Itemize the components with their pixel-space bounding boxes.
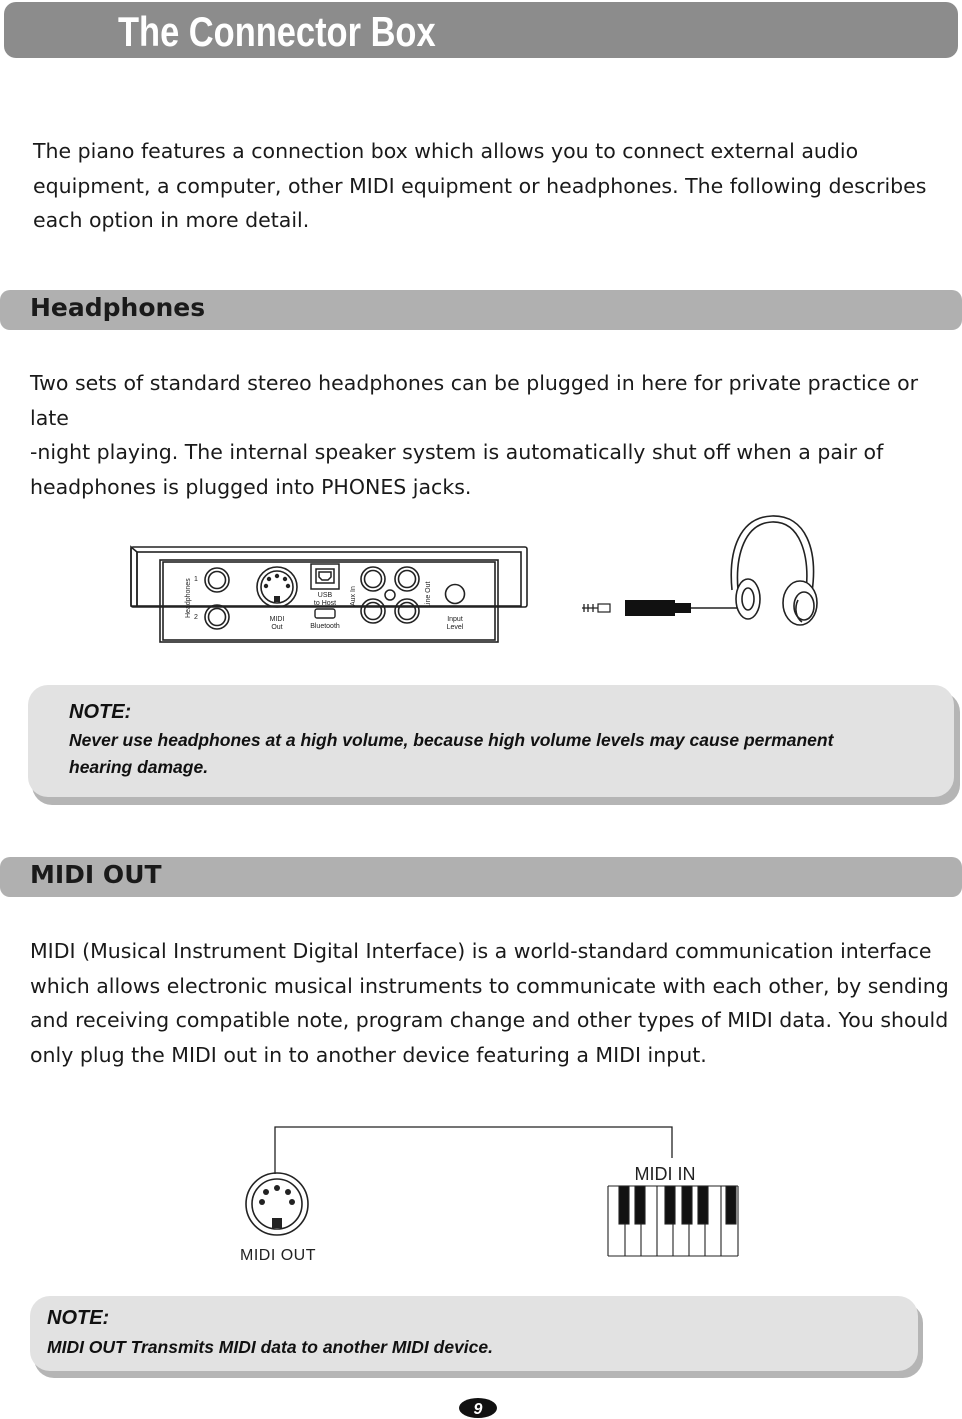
headphones-line: -night playing. The internal speaker system is automatically shut off when a pair of	[30, 440, 884, 465]
line-out-label: Line Out	[425, 581, 432, 608]
midi-cable-line	[275, 1127, 672, 1174]
intro-line: equipment, a computer, other MIDI equipment or headphones. The following describes	[33, 173, 927, 198]
jack-1-label: 1	[194, 576, 198, 583]
headphone-plug-icon	[582, 600, 740, 616]
midi-din-icon	[257, 567, 297, 607]
bluetooth-label: Bluetooth	[310, 623, 340, 630]
midi-in-caption: MIDI IN	[634, 1164, 696, 1184]
intro-line: each option in more detail.	[33, 208, 310, 233]
midi-connection-diagram	[0, 1110, 962, 1270]
midi-note	[30, 1296, 918, 1371]
usb-label-2: to Host	[313, 600, 337, 607]
midi-line: and receiving compatible note, program change and other types of MIDI data. You should	[30, 1008, 949, 1033]
intro-paragraph	[33, 134, 926, 238]
indicator-icon	[385, 590, 395, 600]
aux-in-jack-icon	[361, 599, 385, 623]
section-title-headphones: Headphones	[30, 293, 206, 322]
note-text	[69, 727, 833, 781]
midi-line: only plug the MIDI out in to another device featuring a MIDI input.	[30, 1043, 707, 1068]
section-header-headphones	[0, 290, 962, 330]
connector-panel-illustration	[0, 500, 962, 660]
line-out-jack-icon	[395, 567, 419, 591]
midi-line: MIDI (Musical Instrument Digital Interface) is a world-standard communication interface	[30, 939, 932, 963]
note-line: hearing damage.	[69, 757, 209, 777]
midi-out-caption: MIDI OUT	[240, 1247, 316, 1264]
note-title: NOTE:	[47, 1307, 110, 1329]
bluetooth-button-icon	[315, 609, 335, 618]
headphones-line: headphones is plugged into PHONES jacks.	[30, 475, 472, 500]
headphone-jack-icon	[205, 568, 229, 592]
midi-out-port-icon	[246, 1173, 308, 1235]
intro-line: The piano features a connection box which allows you to connect external audio	[33, 139, 859, 163]
input-level-knob-icon	[446, 585, 465, 604]
midi-out-label: MIDI	[269, 616, 285, 623]
headphones-label: Headphones	[185, 578, 192, 618]
midi-line: which allows electronic musical instruments to communicate with each other, by sending	[30, 973, 949, 998]
note-text: MIDI OUT Transmits MIDI data to another MIDI device.	[47, 1337, 493, 1357]
usb-label: USB	[317, 592, 333, 599]
jack-2-label: 2	[194, 614, 198, 621]
page-number-badge	[458, 1397, 498, 1419]
page-title: The Connector Box	[118, 8, 436, 55]
headphones-line: Two sets of standard stereo headphones can be plugged in here for private practice or late	[30, 371, 919, 430]
input-level-label-2: Level	[446, 624, 464, 631]
headphones-note	[28, 685, 954, 797]
title-banner	[4, 2, 958, 58]
midi-paragraph	[30, 934, 949, 1073]
input-level-label: Input	[447, 616, 463, 623]
page-number: 9	[473, 1401, 483, 1418]
keyboard-icon	[608, 1186, 738, 1256]
headphone-jack-icon	[205, 605, 229, 629]
headphones-paragraph	[30, 366, 962, 505]
line-out-jack-icon	[395, 599, 419, 623]
section-header-midi-out	[0, 857, 962, 897]
headphones-icon	[731, 516, 817, 625]
note-title: NOTE:	[69, 701, 132, 723]
aux-in-jack-icon	[361, 567, 385, 591]
usb-port-icon	[311, 564, 339, 589]
aux-in-label: Aux In	[350, 586, 357, 606]
note-line: Never use headphones at a high volume, because high volume levels may cause permanent	[69, 730, 834, 750]
midi-out-label-2: Out	[271, 624, 283, 631]
section-title-midi-out: MIDI OUT	[30, 860, 162, 889]
